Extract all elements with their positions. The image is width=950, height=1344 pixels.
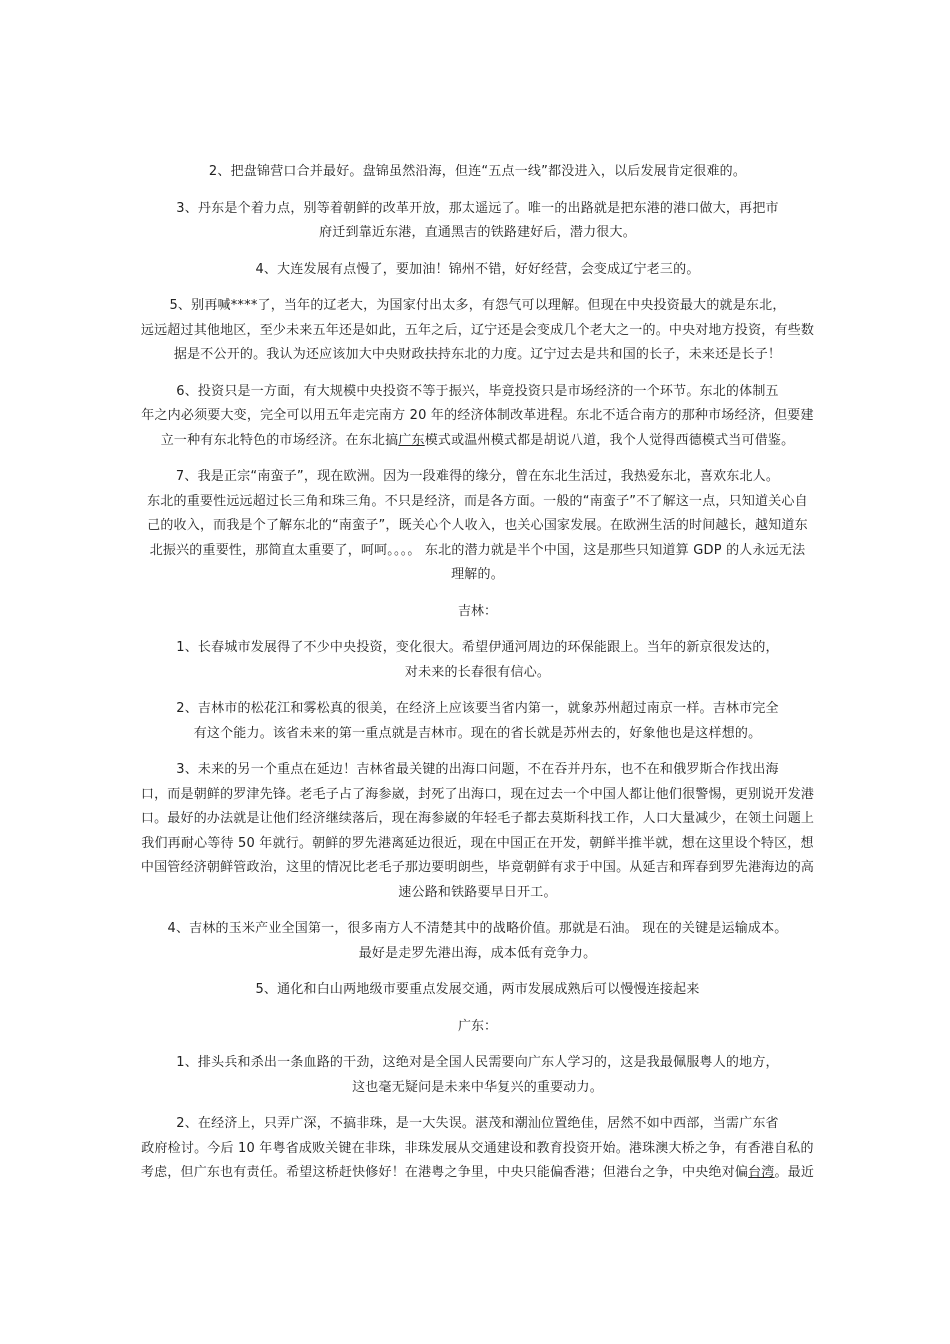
text-line: 据是不公开的。我认为还应该加大中央财政扶持东北的力度。辽宁过去是共和国的长子，未来还是长子！ — [173, 347, 782, 362]
paragraph-guangdong-2 — [105, 1112, 850, 1186]
text-line: 6、投资只是一方面，有大规模中央投资不等于振兴，毕竟投资只是市场经济的一个环节。东北的体制五 — [176, 383, 779, 399]
text-line: 这也毫无疑问是未来中华复兴的重要动力。 — [352, 1079, 603, 1095]
paragraph-liaoning-2 — [105, 160, 850, 185]
text-line: 口。最好的办法就是让他们经济继续落后，现在海参崴的年轻毛子都去莫斯科找工作，人口大量减少，在领土问题上 — [140, 811, 815, 826]
text-segment: 考虑，但广东也有责任。希望这桥赶快修好！在港粤之争里，中央只能偏香港；但港台之争，中央绝对偏 — [140, 1165, 749, 1180]
text-line-with-link — [105, 1161, 850, 1186]
text-line: 北振兴的重要性，那简直太重要了，呵呵。。。。 东北的潜力就是半个中国，这是那些只知道算 GDP 的人永远无法 — [149, 542, 806, 558]
text-line: 1、排头兵和杀出一条血路的干劲，这绝对是全国人民需要向广东人学习的，这是我最佩服粤人的地方， — [176, 1055, 779, 1070]
paragraph-guangdong-1 — [105, 1051, 850, 1100]
text-line: 中国管经济朝鲜管政治，这里的情况比老毛子那边要明朗些，毕竟朝鲜有求于中国。从延吉和珲春到罗先港海边的高 — [140, 860, 815, 875]
text-line: 口，而是朝鲜的罗津先锋。老毛子占了海参崴，封死了出海口，现在过去一个中国人都让他们很警惕，更别说开发港 — [140, 786, 815, 802]
paragraph-liaoning-4 — [105, 258, 850, 283]
text-line: 1、长春城市发展得了不少中央投资，变化很大。希望伊通河周边的环保能跟上。当年的新京很发达的， — [176, 640, 779, 655]
text-line: 3、丹东是个着力点，别等着朝鲜的改革开放，那太遥远了。唯一的出路就是把东港的港口做大，再把市 — [176, 200, 779, 216]
text-line: 远远超过其他地区，至少未来五年还是如此，五年之后，辽宁还是会变成几个老大之一的。中央对地方投资，有些数 — [140, 322, 815, 338]
paragraph-jilin-4 — [105, 917, 850, 966]
text-line: 己的收入，而我是个了解东北的“南蛮子”，既关心个人收入，也关心国家发展。在欧洲生活的时间越长，越知道东 — [147, 518, 808, 533]
text-line: 4、吉林的玉米产业全国第一，很多南方人不清楚其中的战略价值。那就是石油。 现在的关键是运输成本。 — [167, 921, 788, 936]
section-heading-guangdong: 广东： — [457, 1018, 497, 1034]
text-line: 府迁到靠近东港，直通黑吉的铁路建好后，潜力很大。 — [319, 225, 636, 240]
text-line-with-link — [105, 429, 850, 454]
guangdong-link[interactable]: 广东 — [398, 432, 425, 448]
text-line: 年之内必须要大变，完全可以用五年走完南方 20 年的经济体制改革进程。东北不适合南方的那种市场经济，但要建 — [141, 408, 814, 423]
text-line: 我们再耐心等待 50 年就行。朝鲜的罗先港离延边很近，现在中国正在开发，朝鲜半推半就，想在这里设个特区，想 — [141, 835, 814, 851]
text-line: 2、吉林市的松花江和雾松真的很美，在经济上应该要当省内第一，就象苏州超过南京一样。吉林市完全 — [176, 701, 779, 716]
text-segment: 。最近 — [774, 1165, 815, 1180]
paragraph-liaoning-6 — [105, 380, 850, 454]
paragraph-jilin-3 — [105, 758, 850, 905]
text-line: 最好是走罗先港出海，成本低有竞争力。 — [358, 945, 597, 961]
text-line: 7、我是正宗“南蛮子”，现在欧洲。因为一段难得的缘分，曾在东北生活过，我热爱东北，喜欢东北人。 — [175, 469, 780, 484]
paragraph-jilin-2 — [105, 697, 850, 746]
text-line: 有这个能力。该省未来的第一重点就是吉林市。现在的省长就是苏州去的，好象他也是这样想的。 — [193, 725, 762, 741]
document-body — [105, 160, 850, 1198]
paragraph-liaoning-3 — [105, 197, 850, 246]
text-line: 4、大连发展有点慢了，要加油！锦州不错，好好经营，会变成辽宁老三的。 — [255, 261, 700, 277]
text-line: 5、通化和白山两地级市要重点发展交通，两市发展成熟后可以慢慢连接起来 — [255, 982, 700, 997]
paragraph-jilin-5 — [105, 978, 850, 1003]
paragraph-liaoning-5 — [105, 294, 850, 368]
text-segment: 模式或温州模式都是胡说八道，我个人觉得西德模式当可借鉴。 — [424, 432, 795, 448]
text-line: 2、在经济上，只弄广深，不搞非珠，是一大失误。湛茂和潮汕位置绝佳，居然不如中西部，当需广东省 — [176, 1116, 779, 1131]
text-line: 5、别再喊****了，当年的辽老大，为国家付出太多，有怨气可以理解。但现在中央投资最大的就是东北， — [169, 298, 786, 313]
text-line: 2、把盘锦营口合并最好。盘锦虽然沿海，但连“五点一线”都没进入，以后发展肯定很难的。 — [208, 164, 747, 179]
section-heading-jilin: 吉林： — [457, 603, 497, 619]
text-segment: 立一种有东北特色的市场经济。在东北搞 — [160, 432, 399, 448]
text-line: 速公路和铁路要早日开工。 — [398, 884, 557, 900]
taiwan-link[interactable]: 台湾 — [748, 1165, 775, 1180]
text-line: 3、未来的另一个重点在延边！吉林省最关键的出海口问题，不在吞并丹东，也不在和俄罗斯合作找出海 — [176, 762, 779, 777]
text-line: 政府检讨。今后 10 年粤省成败关键在非珠，非珠发展从交通建设和教育投资开始。港珠澳大桥之争，有香港自私的 — [141, 1140, 814, 1156]
paragraph-jilin-1 — [105, 636, 850, 685]
text-line: 对未来的长春很有信心。 — [404, 664, 551, 680]
text-line: 理解的。 — [451, 567, 504, 582]
paragraph-liaoning-7 — [105, 465, 850, 588]
text-line: 东北的重要性远远超过长三角和珠三角。不只是经济，而是各方面。一般的“南蛮子”不了解这一点，只知道关心自 — [147, 493, 808, 509]
